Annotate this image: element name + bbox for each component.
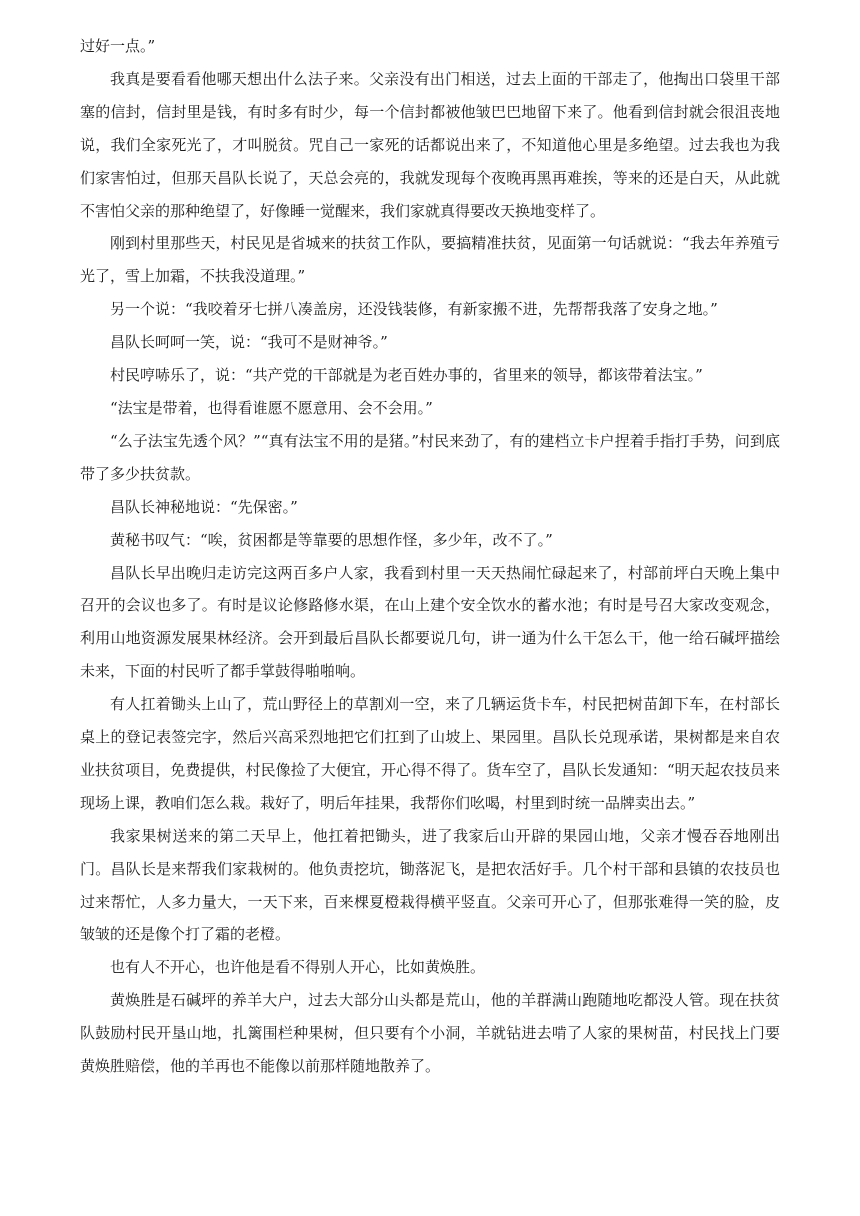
paragraph: 另一个说：“我咬着牙七拼八凑盖房，还没钱装修，有新家搬不进，先帮帮我落了安身之地。” xyxy=(110,300,718,319)
paragraph: “法宝是带着，也得看谁愿不愿意用、会不会用。” xyxy=(110,398,433,417)
paragraph: 刚到村里那些天，村民见是省城来的扶贫工作队，要搞精准扶贫，见面第一句话就说：“我去年养殖亏光了，雪上加霜，不扶我没道理。” xyxy=(80,234,780,286)
paragraph: 昌队长神秘地说：“先保密。” xyxy=(110,497,298,516)
paragraph: 有人扛着锄头上山了，荒山野径上的草割刈一空，来了几辆运货卡车，村民把树苗卸下车，在村部长桌上的登记表签完字，然后兴高采烈地把它们扛到了山坡上、果园里。昌队长兑现承诺，果树都是来自农业扶贫项目，免费提供，村民像捡了大便宜，开心得不得了。货车空了，昌队长发通知：“明天起农技员来现场上课，教咱们怎么栽。栽好了，明后年挂果，我帮你们吆喝，村里到时统一品牌卖出去。” xyxy=(80,695,780,812)
paragraph: 我家果树送来的第二天早上，他扛着把锄头，进了我家后山开辟的果园山地，父亲才慢吞吞地刚出门。昌队长是来帮我们家栽树的。他负责挖坑，锄落泥飞，是把农活好手。几个村干部和县镇的农技员也过来帮忙，人多力量大，一天下来，百来棵夏橙栽得横平竖直。父亲可开心了，但那张难得一笑的脸，皮皱皱的还是像个打了霜的老橙。 xyxy=(80,826,780,944)
paragraph-continuation: 过好一点。” xyxy=(80,37,156,55)
document-page xyxy=(80,30,780,1083)
paragraph: 村民哼哧乐了，说：“共产党的干部就是为老百姓办事的，省里来的领导，都该带着法宝。” xyxy=(110,366,703,385)
paragraph: 昌队长呵呵一笑，说：“我可不是财神爷。” xyxy=(110,333,388,352)
paragraph: 黄秘书叹气：“唉，贫困都是等靠要的思想作怪，多少年，改不了。” xyxy=(110,530,553,549)
paragraph: 昌队长早出晚归走访完这两百多户人家，我看到村里一天天热闹忙碌起来了，村部前坪白天晚上集中召开的会议也多了。有时是议论修路修水渠，在山上建个安全饮水的蓄水池；有时是号召大家改变观念，利用山地资源发展果林经济。会开到最后昌队长都要说几句，讲一通为什么干怎么干，他一给石碱坪描绘未来，下面的村民听了都手掌鼓得啪啪响。 xyxy=(80,563,780,681)
paragraph: “么子法宝先透个风？”“真有法宝不用的是猪。”村民来劲了，有的建档立卡户捏着手指打手势，问到底带了多少扶贫款。 xyxy=(80,431,780,483)
paragraph: 也有人不开心，也许他是看不得别人开心，比如黄焕胜。 xyxy=(110,958,486,977)
paragraph: 黄焕胜是石碱坪的养羊大户，过去大部分山头都是荒山，他的羊群满山跑随地吃都没人管。现在扶贫队鼓励村民开垦山地，扎篱围栏种果树，但只要有个小洞，羊就钻进去啃了人家的果树苗，村民找上门要黄焕胜赔偿，他的羊再也不能像以前那样随地散养了。 xyxy=(80,991,780,1076)
paragraph: 我真是要看看他哪天想出什么法子来。父亲没有出门相送，过去上面的干部走了，他掏出口袋里干部塞的信封，信封里是钱，有时多有时少，每一个信封都被他皱巴巴地留下来了。他看到信封就会很沮丧地说，我们全家死光了，才叫脱贫。咒自己一家死的话都说出来了，不知道他心里是多绝望。过去我也为我们家害怕过，但那天昌队长说了，天总会亮的，我就发现每个夜晚再黑再难挨，等来的还是白天，从此就不害怕父亲的那种绝望了，好像睡一觉醒来，我们家就真得要改天换地变样了。 xyxy=(80,69,780,220)
